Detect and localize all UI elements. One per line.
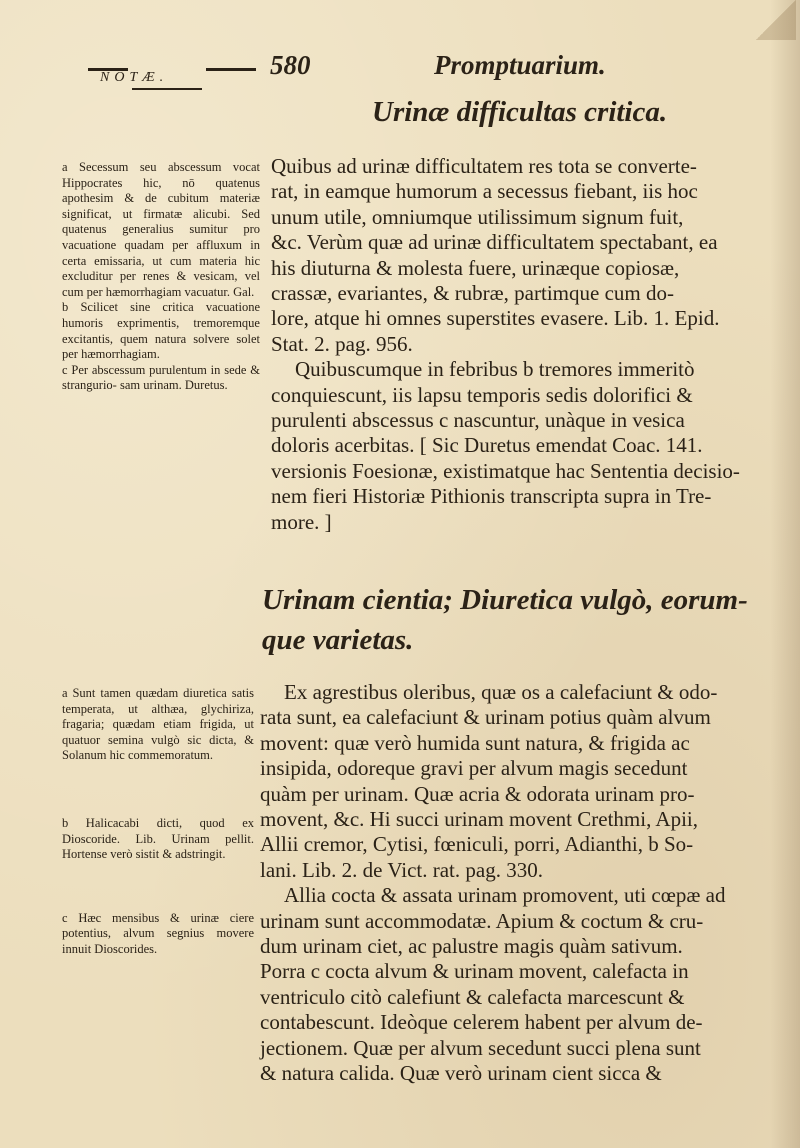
body-line: insipida, odoreque gravi per alvum magis secedunt — [260, 756, 688, 781]
body-line: Porra c cocta alvum & urinam movent, calefacta in — [260, 959, 689, 984]
body-line: Stat. 2. pag. 956. — [271, 331, 413, 356]
body-line: ventriculo citò calefiunt & calefacta marcescunt & — [260, 984, 685, 1009]
body-line: nem fieri Historiæ Pithionis transcripta supra in Tre- — [271, 484, 712, 509]
body-line: rat, in eamque humorum a secessus fiebant, iis hoc — [271, 179, 698, 204]
body-line: doloris acerbitas. [ Sic Duretus emendat Coac. 141. — [271, 433, 703, 458]
section-1-marginal-notes — [62, 160, 260, 394]
body-line: contabescunt. Ideòque celerem habent per alvum de- — [260, 1010, 703, 1035]
marginal-note-c: c Hæc mensibus & urinæ ciere potentius, alvum segnius movere innuit Dioscorides. — [62, 910, 254, 956]
body-line: jectionem. Quæ per alvum secedunt succi plena sunt — [260, 1035, 701, 1060]
marginal-note-b: b Scilicet sine critica vacuatione humoris exprimentis, tremoremque excitantis, quem natura solvere solet per hæmorrhagiam. — [62, 300, 260, 362]
body-line: & natura calida. Quæ verò urinam cient sicca & — [260, 1061, 662, 1086]
body-line: Allia cocta & assata urinam promovent, uti cœpæ ad — [284, 883, 726, 908]
section-1-body — [271, 154, 783, 535]
rule-right — [206, 68, 256, 71]
body-line: crassæ, evariantes, & rubræ, partimque cum do- — [271, 281, 674, 306]
body-line: more. ] — [271, 509, 332, 534]
section-2-body — [260, 680, 782, 1087]
body-line: quàm per urinam. Quæ acria & odorata urinam pro- — [260, 781, 695, 806]
section-heading-1: Urinæ difficultas critica. — [372, 96, 668, 128]
section-heading-2: Urinam cientia; Diuretica vulgò, eorum- que varietas. — [262, 584, 748, 656]
body-line: rata sunt, ea calefaciunt & urinam potius quàm alvum — [260, 705, 711, 730]
body-line: &c. Verùm quæ ad urinæ difficultatem spectabant, ea — [271, 230, 718, 255]
body-line: lani. Lib. 2. de Vict. rat. pag. 330. — [260, 857, 543, 882]
marginal-note-b: b Halicacabi dicti, quod ex Dioscoride. Lib. Urinam pellit. Hortense verò sistit & adstringit. — [62, 815, 254, 862]
body-line: Allii cremor, Cytisi, fœniculi, porri, Adianthi, b So- — [260, 832, 694, 857]
body-line: lore, atque hi omnes superstites evasere. Lib. 1. Epid. — [271, 306, 720, 331]
body-line: Quibuscumque in febribus b tremores immeritò — [295, 357, 695, 382]
marginal-note-c: c Per abscessum purulentum in sede & strangurio- sam urinam. Duretus. — [62, 362, 260, 393]
running-title: Promptuarium. — [434, 50, 606, 80]
body-line: movent, &c. Hi succi urinam movent Crethmi, Apii, — [260, 807, 699, 832]
running-head — [88, 50, 738, 90]
section-2-marginal-notes — [62, 686, 254, 958]
notae-label: NOTÆ. — [100, 70, 169, 85]
body-line: Ex agrestibus oleribus, quæ os a calefaciunt & odo- — [284, 680, 718, 704]
body-line: versionis Foesionæ, existimatque hac Sententia decisio- — [271, 458, 740, 483]
body-line: dum urinam ciet, ac palustre magis quàm sativum. — [260, 934, 683, 959]
body-line: movent: quæ verò humida sunt natura, & frigida ac — [260, 730, 690, 755]
body-line: unum utile, omniumque utilissimum signum fuit, — [271, 204, 684, 229]
marginal-note-a: a Sunt tamen quædam diuretica satis temperata, ut althæa, glychiriza, fragaria; quædam etiam frigida, ut quatuor semina vulgò sic dicta, & Solanum hic commemoratum. — [62, 686, 254, 763]
page-corner-fold — [756, 0, 796, 40]
body-line: purulenti abscessus c nascuntur, unàque in vesica — [271, 408, 685, 433]
page-number: 580 — [270, 50, 311, 80]
body-line: Quibus ad urinæ difficultatem res tota se converte- — [271, 154, 697, 178]
rule-under — [132, 88, 202, 90]
body-line: conquiescunt, iis lapsu temporis sedis dolorifici & — [271, 382, 693, 407]
body-line: urinam sunt accommodatæ. Apium & coctum & cru- — [260, 908, 704, 933]
body-line: his diuturna & molesta fuere, urinæque copiosæ, — [271, 255, 680, 280]
marginal-note-a: a Secessum seu abscessum vocat Hippocrates hic, nō quatenus apothesim & de cubitum materiæ significat, ut firmatæ alicubi. Sed quatenus generalius sumitur pro vacuatione quadam per affluxum in certa emissaria, ut cum materia hic excluditur per renes & vesicam, vel cum per hæmorrhagiam vacuatur. Gal. — [62, 160, 260, 299]
